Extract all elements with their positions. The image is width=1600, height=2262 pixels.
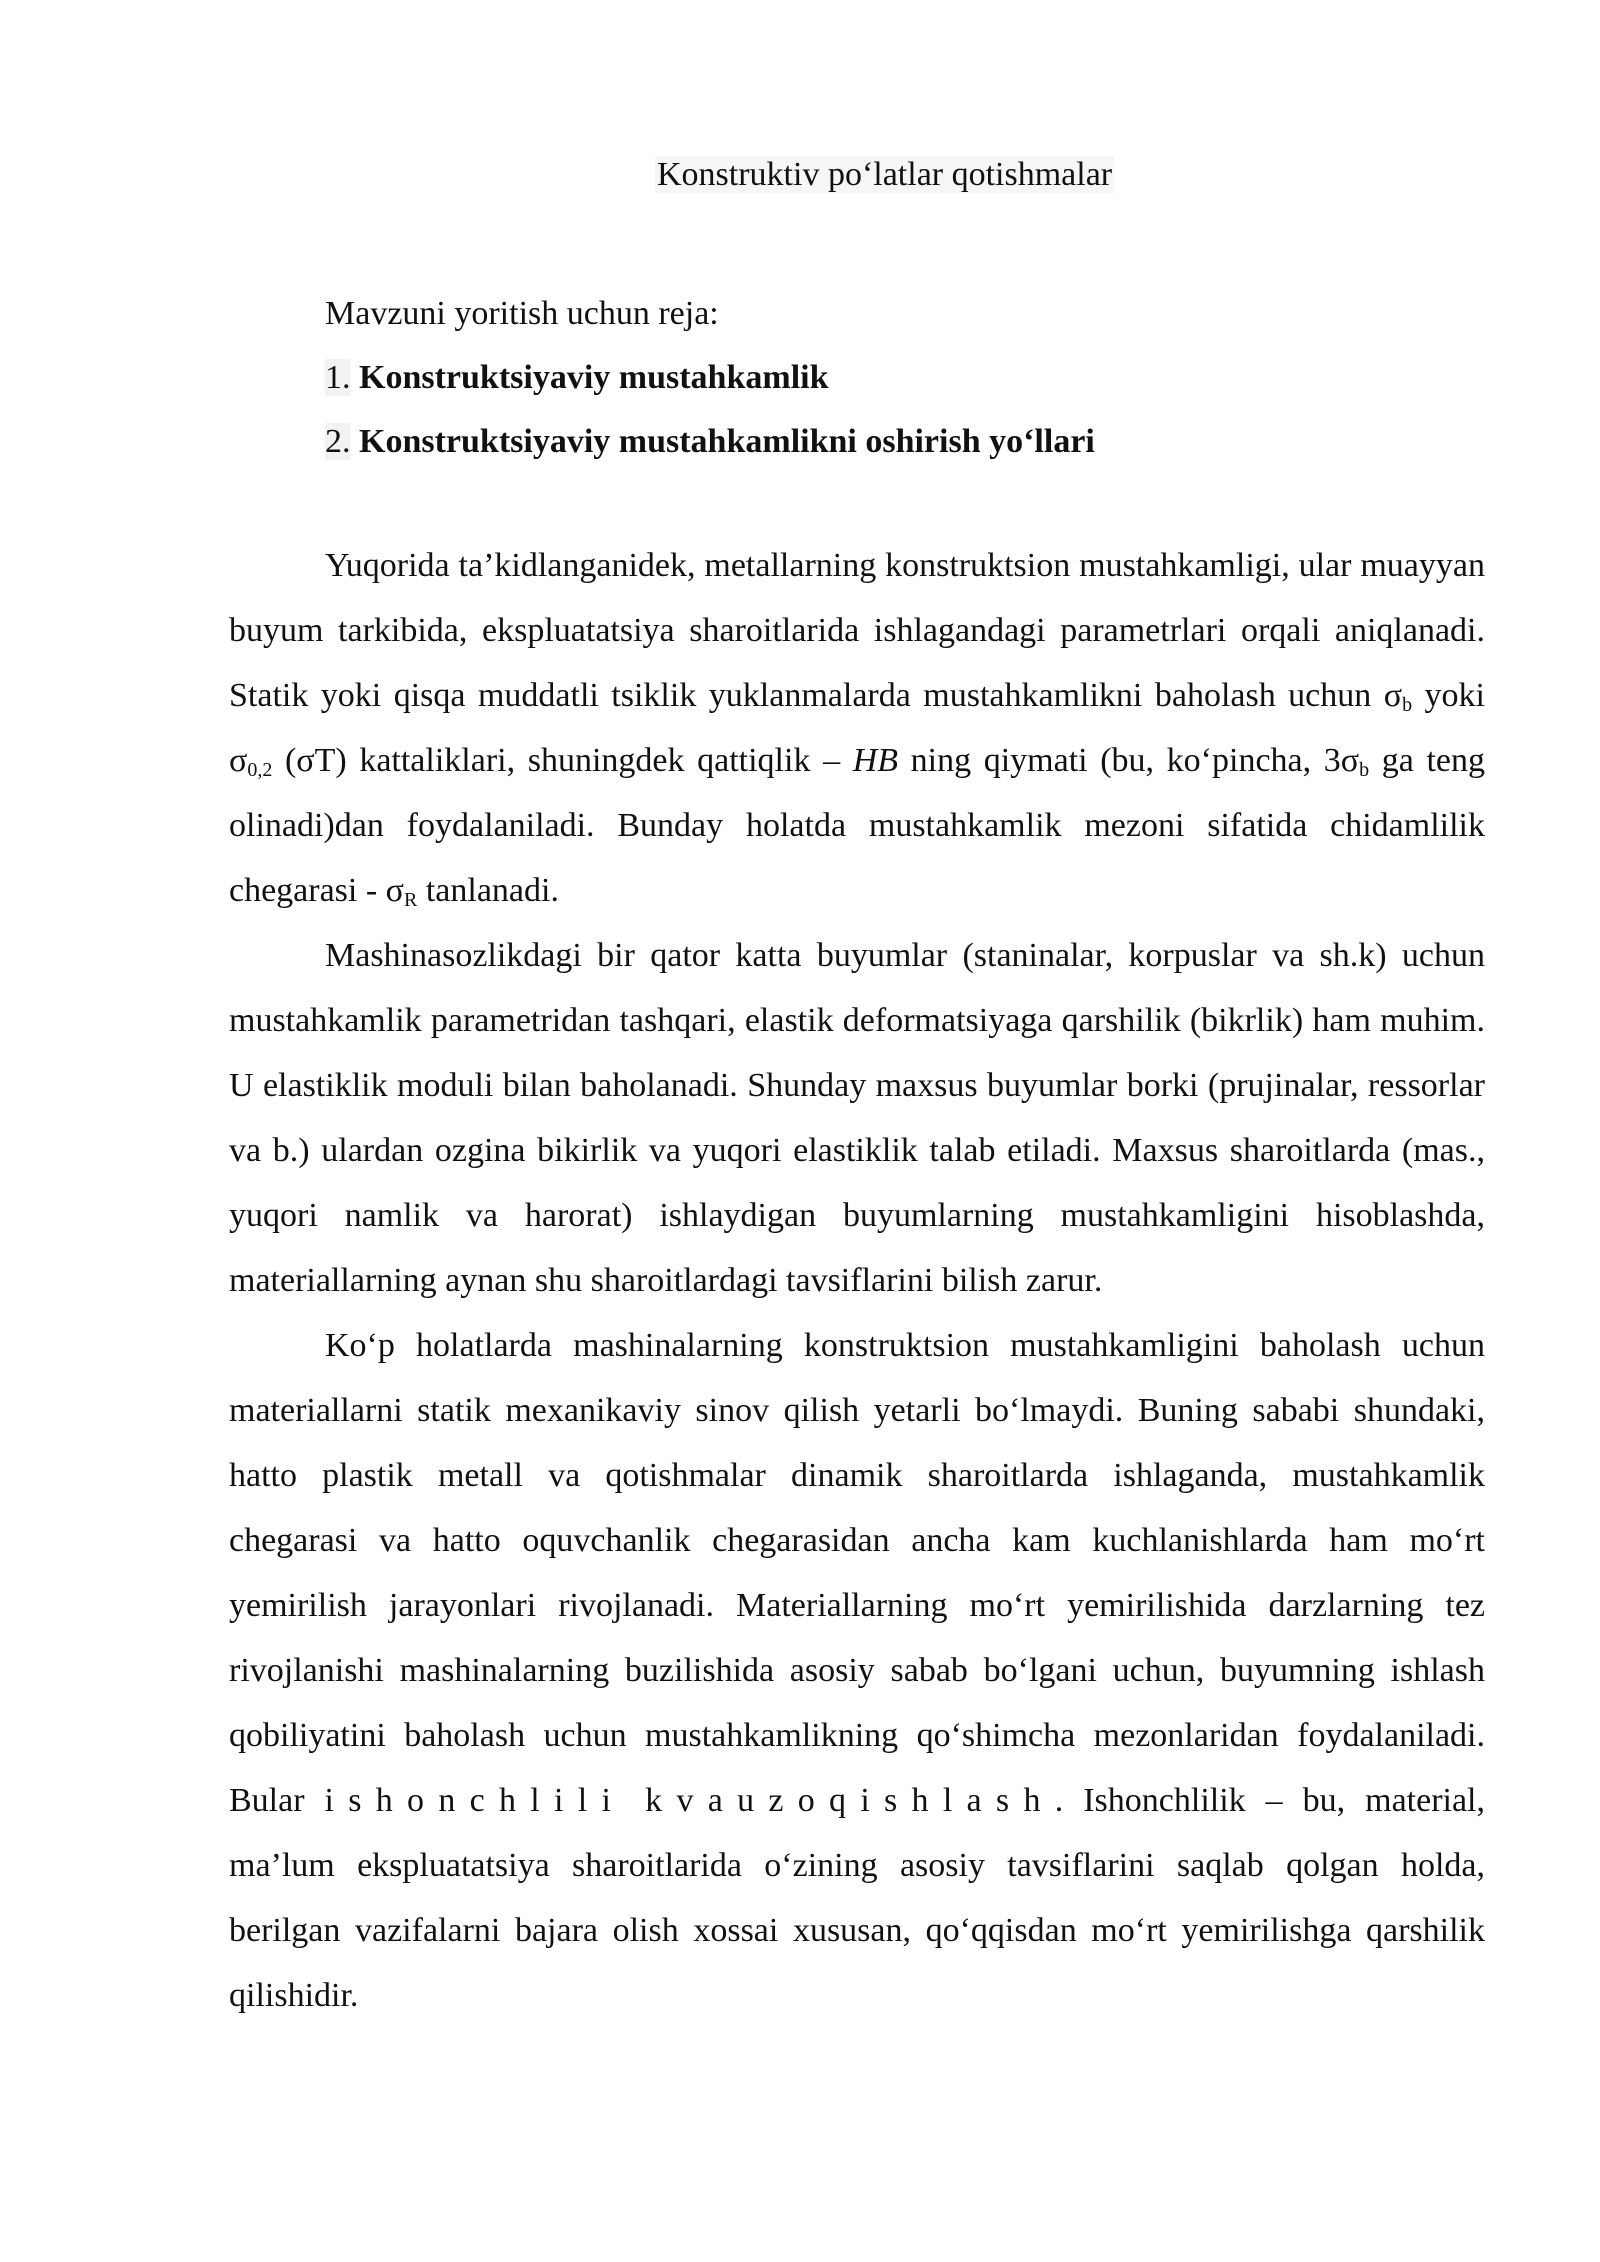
paragraph-1-text: ga teng olinadi)dan foydalaniladi. Bunday holatda mustahkamlik mezoni sifatida chidamlilik chegarasi - σ (229, 742, 1485, 909)
paragraph-3-text: Ko‘p holatlarda mashinalarning konstruktsion mustahkamligini baholash uchun materiallarni statik mexanikaviy sinov qilish yetarli bo‘lmaydi. Buning sababi shundaki, hatto plastik metall va qotishmalar dinamik sharoitlarda ishlaganda, mustahkamlik chegarasi va hatto oquvchanlik chegarasidan ancha kam kuchlanishlarda ham mo‘rt yemirilish jarayonlari rivojlanadi. Materiallarning mo‘rt yemirilishida darzlarning tez rivojlanishi mashinalarning buzilishida asosiy sabab bo‘lgani uchun, buyumning ishlash qobiliyatini baholash uchun mustahkamlikning qo‘shimcha mezonlaridan foydalaniladi. Bular (229, 1327, 1485, 1819)
paragraph-1 (229, 533, 1485, 923)
plan-item-text: Konstruktsiyaviy mustahkamlik (359, 359, 829, 396)
subscript: b (1402, 694, 1413, 716)
subscript: b (1359, 759, 1370, 781)
paragraph-1-text: ning qiymati (bu, ko‘pincha, 3σ (898, 742, 1360, 779)
paragraph-1-text: Yuqorida ta’kidlanganidek, metallarning konstruktsion mustahkamligi, ular muayyan buyum tarkibida, ekspluatatsiya sharoitlarida ishlagandagi parametrlari orqali aniqlanadi. Statik yoki qisqa muddatli tsiklik yuklanmalarda mustahkamlikni baholash uchun σ (229, 547, 1485, 714)
plan-item-2 (325, 410, 1095, 474)
subscript: 0,2 (247, 759, 273, 781)
spaced-term: kvauzoqishlash (645, 1782, 1055, 1819)
document-title (655, 151, 1114, 199)
paragraph-1-text: (σT) kattaliklari, shuningdek qattiqlik – (272, 742, 853, 779)
plan-item-text: Konstruktsiyaviy mustahkamlikni oshirish yo‘llari (359, 423, 1095, 460)
paragraph-3 (229, 1313, 1485, 2028)
paragraph-3-text: . Ishonchlilik – bu, material, ma’lum ekspluatatsiya sharoitlarida o‘zining asosiy tavsiflarini saqlab qolgan holda, berilgan vazifalarni bajara olish xossai xususan, qo‘qqisdan mo‘rt yemirilishga qarshilik qilishidir. (229, 1782, 1486, 2014)
paragraph-1-text: tanlanadi. (417, 872, 559, 909)
spaced-term: ishonchlili (324, 1782, 626, 1819)
plan-item-1 (325, 346, 1095, 410)
plan-item-number: 2. (325, 423, 351, 460)
document-body (229, 533, 1485, 2028)
plan-item-number: 1. (325, 359, 351, 396)
hb-symbol: HB (852, 742, 899, 779)
paragraph-2: Mashinasozlikdagi bir qator katta buyumlar (staninalar, korpuslar va sh.k) uchun mustahkamlik parametridan tashqari, elastik deformatsiyaga qarshilik (bikrlik) ham muhim. U elastiklik moduli bilan baholanadi. Shunday maxsus buyumlar borki (prujinalar, ressorlar va b.) ulardan ozgina bikirlik va yuqori elastiklik talab etiladi. Maxsus sharoitlarda (mas., yuqori namlik va harorat) ishlaydigan buyumlarning mustahkamligini hisoblashda, materiallarning aynan shu sharoitlardagi tavsiflarini bilish zarur. (229, 937, 1485, 1299)
plan-section (325, 282, 1095, 474)
paragraph-1-text: yoki σ (229, 677, 1485, 779)
document-title-text: Konstruktiv po‘latlar qotishmalar (657, 156, 1113, 193)
plan-heading: Mavzuni yoritish uchun reja: (325, 295, 719, 332)
subscript: R (404, 889, 418, 911)
